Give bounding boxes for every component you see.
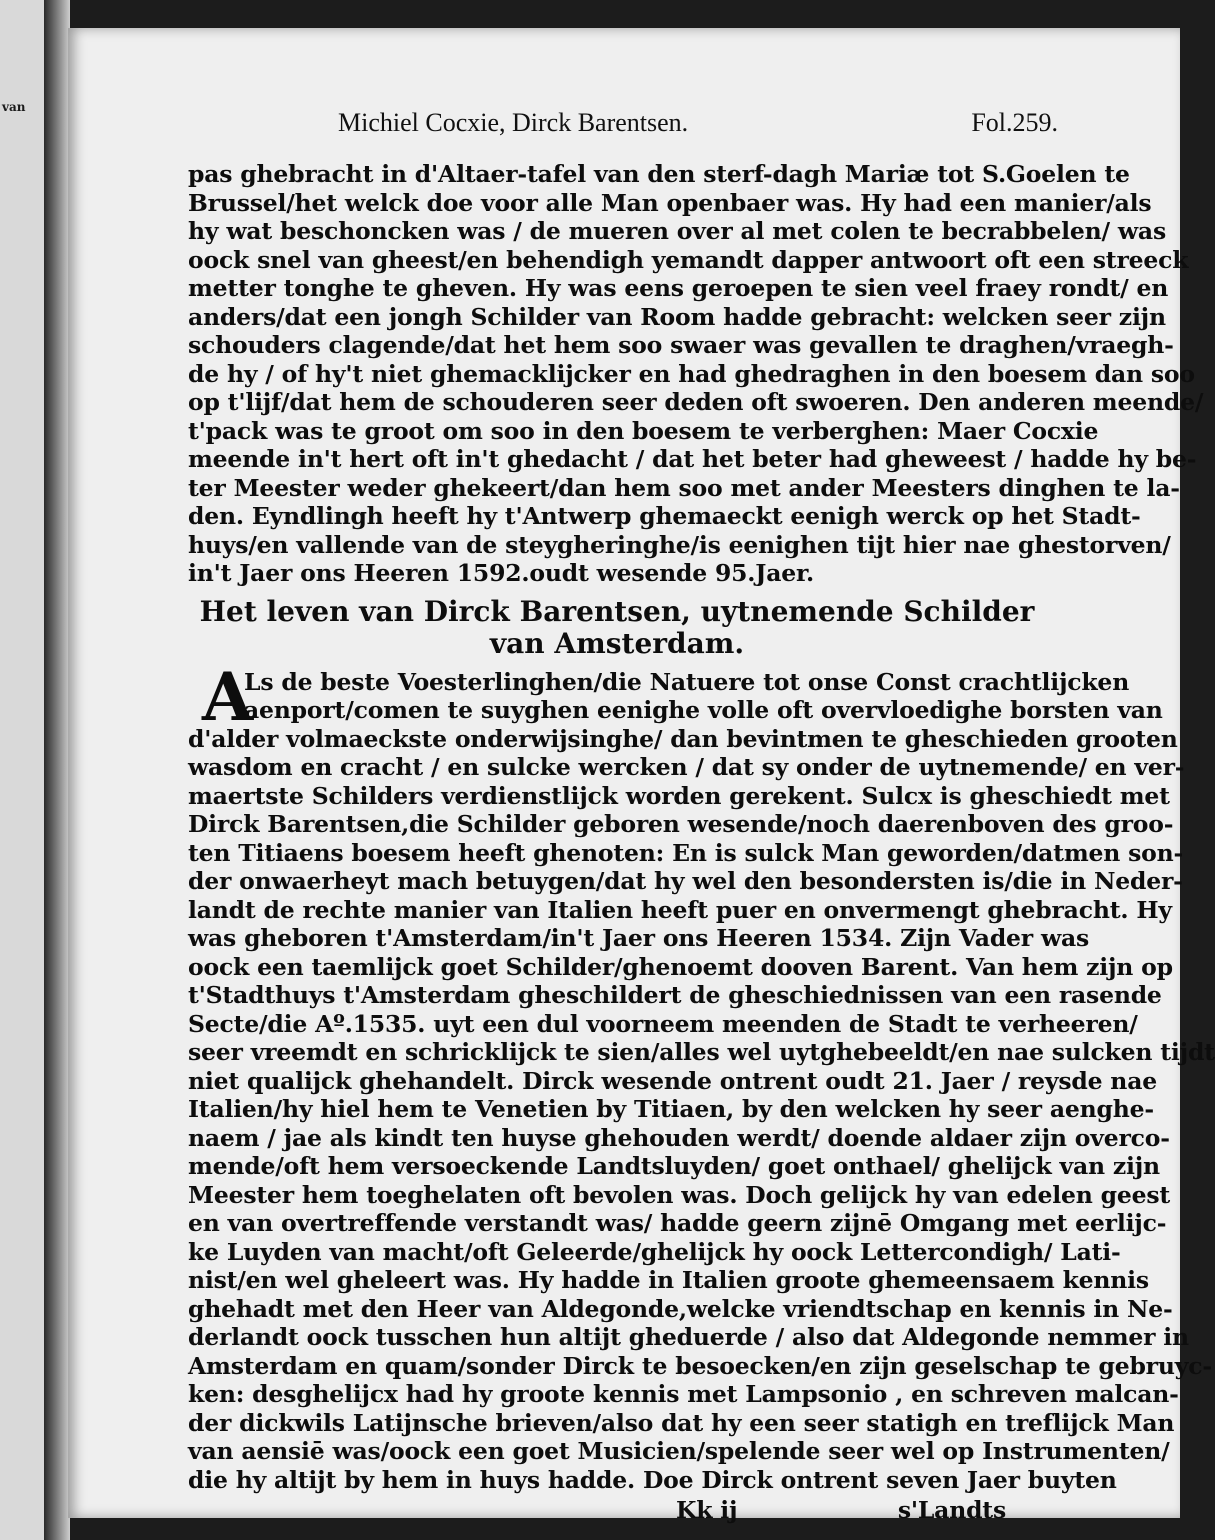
text-line: t'Stadthuys t'Amsterdam gheschildert de gheschiednissen van een rasende (188, 981, 1162, 1009)
text-line: ter Meester weder ghekeert/dan hem soo met ander Meesters dinghen te la- (188, 473, 1180, 502)
text-line: pas ghebracht in d'Altaer-tafel van den sterf-dagh Mariæ tot S.Goelen te (188, 160, 1130, 188)
text-line: naem / jae als kindt ten huyse ghehouden werdt/ doende aldaer zijn overco- (188, 1123, 1170, 1152)
folio-number: Fol.259. (971, 108, 1058, 137)
book-gutter (44, 0, 70, 1540)
text-line: aenport/comen te suyghen eenighe volle oft overvloedighe borsten van (244, 696, 1163, 724)
text-line: Dirck Barentsen,die Schilder geboren wesende/noch daerenboven des groo- (188, 810, 1174, 838)
text-line: nist/en wel gheleert was. Hy hadde in Italien groote ghemeensaem kennis (188, 1266, 1149, 1294)
paragraph-barentsen-lines (188, 667, 1215, 1495)
text-line: landt de rechte manier van Italien heeft puer en onvermengt ghebracht. Hy (188, 895, 1172, 924)
paragraph-cocxie-end (188, 160, 1204, 588)
text-line: maertste Schilders verdienstlijck worden gerekent. Sulcx is gheschiedt met (188, 781, 1170, 810)
section-heading (188, 596, 1046, 660)
body-text (188, 160, 1215, 1526)
text-line: Secte/die Aº.1535. uyt een dul voorneem meenden de Stadt te verheeren/ (188, 1009, 1138, 1038)
text-line: der onwaerheyt mach betuygen/dat hy wel den besondersten is/die in Neder- (188, 867, 1183, 895)
text-line: mende/oft hem versoeckende Landtsluyden/ goet onthael/ ghelijck van zijn (188, 1152, 1160, 1180)
text-line: den. Eyndlingh heeft hy t'Antwerp ghemaeckt eenigh werck op het Stadt- (188, 502, 1141, 530)
text-line: van aensiē was/oock een goet Musicien/spelende seer wel op Instrumenten/ (188, 1437, 1170, 1465)
text-line: wasdom en cracht / en sulcke wercken / dat sy onder de uytnemende/ en ver- (188, 753, 1185, 781)
text-line: derlandt oock tusschen hun altijt gheduerde / also dat Aldegonde nemmer in (188, 1323, 1189, 1351)
text-line: niet qualijck ghehandelt. Dirck wesende ontrent oudt 21. Jaer / reysde nae (188, 1066, 1157, 1095)
text-line: t'pack was te groot om soo in den boesem te verberghen: Maer Cocxie (188, 416, 1099, 445)
heading-line-1: Het leven van Dirck Barentsen, uytnemende Schilder (199, 594, 1035, 628)
catchword: s'Landts (897, 1496, 1006, 1524)
text-line: der dickwils Latijnsche brieven/also dat hy een seer statigh en treflijck Man (188, 1408, 1175, 1437)
drop-capital: A (202, 657, 254, 736)
text-line: ghehadt met den Heer van Aldegonde,welcke vriendtschap en kennis in Ne- (188, 1294, 1173, 1323)
text-line: en van overtreffende verstandt was/ hadde geern zijnē Omgang met eerlijc- (188, 1209, 1167, 1237)
text-line: ten Titiaens boesem heeft ghenoten: En is sulck Man geworden/datmen son- (188, 838, 1184, 867)
signature-mark: Kk ij (676, 1496, 738, 1524)
paragraph-barentsen (188, 657, 1215, 1495)
text-line: de hy / of hy't niet ghemacklijcker en had ghedraghen in den boesem dan soo (188, 359, 1195, 388)
text-line: metter tonghe te gheven. Hy was eens geroepen te sien veel fraey rondt/ en (188, 274, 1169, 302)
text-line: Italien/hy hiel hem te Venetien by Titiaen, by den welcken hy seer aenghe- (188, 1095, 1154, 1123)
text-line: Ls de beste Voesterlinghen/die Natuere tot onse Const crachtlijcken (244, 667, 1130, 696)
book-page (68, 28, 1215, 1524)
text-line: was gheboren t'Amsterdam/in't Jaer ons Heeren 1534. Zijn Vader was (188, 924, 1090, 952)
text-line: ke Luyden van macht/oft Geleerde/ghelijck hy oock Lettercondigh/ Lati- (188, 1237, 1121, 1266)
text-line: oock een taemlijck goet Schilder/ghenoemt dooven Barent. Van hem zijn op (188, 952, 1173, 981)
facing-page-fragment: van (2, 100, 26, 114)
text-line: hy wat beschoncken was / de mueren over al met colen te becrabbelen/ was (188, 217, 1166, 245)
text-line: Meester hem toeghelaten oft bevolen was. Doch gelijck hy van edelen geest (188, 1180, 1171, 1209)
facing-page-edge (0, 0, 47, 1540)
text-line: op t'lijf/dat hem de schouderen seer deden oft swoeren. Den anderen meende/ (188, 388, 1204, 416)
text-line: oock snel van gheest/en behendigh yemandt dapper antwoort oft een streeck (188, 245, 1189, 274)
text-line: d'alder volmaeckste onderwijsinghe/ dan bevintmen te gheschieden grooten (188, 724, 1178, 753)
text-line: meende in't hert oft in't ghedacht / dat het beter had gheweest / hadde hy be- (188, 445, 1197, 473)
text-line: seer vreemdt en schricklijck te sien/alles wel uytghebeeldt/en nae sulcken tijdt (188, 1038, 1215, 1066)
running-head: Michiel Cocxie, Dirck Barentsen. (338, 108, 689, 137)
text-line: die hy altijt by hem in huys hadde. Doe Dirck ontrent seven Jaer buyten (188, 1465, 1117, 1494)
heading-line-2: van Amsterdam. (489, 626, 745, 660)
page-footer (188, 1496, 1046, 1526)
text-line: schouders clagende/dat het hem soo swaer was gevallen te draghen/vraegh- (188, 331, 1174, 359)
text-line: in't Jaer ons Heeren 1592.oudt wesende 95.Jaer. (188, 559, 814, 587)
text-line: ken: desghelijcx had hy groote kennis met Lampsonio , en schreven malcan- (188, 1380, 1179, 1408)
text-line: anders/dat een jongh Schilder van Room hadde gebracht: welcken seer zijn (188, 302, 1166, 331)
text-line: huys/en vallende van de steygheringhe/is eenighen tijt hier nae ghestorven/ (188, 530, 1171, 559)
text-line: Amsterdam en quam/sonder Dirck te besoecken/en zijn geselschap te gebruyc- (188, 1351, 1212, 1380)
text-line: Brussel/het welck doe voor alle Man openbaer was. Hy had een manier/als (188, 188, 1152, 217)
page-header (338, 108, 1058, 148)
